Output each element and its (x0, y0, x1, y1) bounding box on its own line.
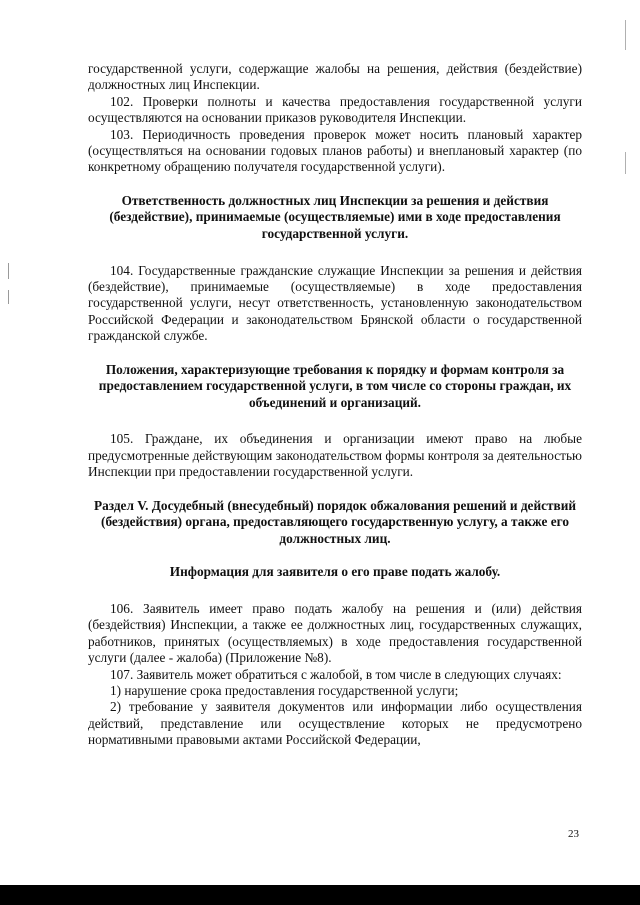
heading-complaint-info: Информация для заявителя о его праве подать жалобу. (169, 564, 501, 580)
heading-responsibility: Ответственность должностных лиц Инспекции за решения и действия (бездействие), принимаемые (осуществляемые) ими в ходе предоставления государственной услуги. (109, 192, 561, 242)
document-body (88, 61, 582, 749)
paragraph-103: 103. Периодичность проведения проверок может носить плановый характер (осуществляться на основании годовых планов работы) и внеплановый характер (по конкретному обращению получателя государственной услуги). (88, 126, 582, 175)
heading-section-5: Раздел V. Досудебный (внесудебный) порядок обжалования решений и действий (бездействия) органа, предоставляющего государственную услугу, а также его должностных лиц. (93, 497, 577, 546)
paragraph-105: 105. Граждане, их объединения и организации имеют право на любые предусмотренные действующим законодательством формы контроля за деятельностью Инспекции при предоставлении государственной услуги. (88, 431, 582, 480)
paragraph-104: 104. Государственные гражданские служащие Инспекции за решения и действия (бездействие), принимаемые (осуществляемые) в ходе предоставления государственной услуги, несут ответственность, установленную законодательством Российской Федерации и законодательством Брянской области о государственной гражданской службе. (88, 262, 582, 344)
paragraph-continuation: государственной услуги, содержащие жалобы на решения, действия (бездействие) должностных лиц Инспекции. (88, 61, 582, 93)
scan-artifact-left (8, 290, 9, 304)
paragraph-102: 102. Проверки полноты и качества предоставления государственной услуги осуществляются на основании приказов руководителя Инспекции. (88, 93, 582, 126)
scan-artifact-right (625, 152, 626, 174)
page-number: 23 (568, 828, 579, 840)
list-item-2: 2) требование у заявителя документов или информации либо осуществления действий, представление или осуществление которых не предусмотрено нормативными правовыми актами Российской Федерации, (88, 699, 582, 748)
paragraph-106: 106. Заявитель имеет право подать жалобу на решения и (или) действия (бездействия) Инспекции, а также ее должностных лиц, государственных служащих, работников, принятых (осуществляемых) в ходе предоставления государственной услуги (далее - жалоба) (Приложение №8). (88, 601, 582, 666)
heading-control: Положения, характеризующие требования к порядку и формам контроля за предоставлением государственной услуги, в том числе со стороны граждан, их объединений и организаций. (98, 361, 572, 410)
list-item-1: 1) нарушение срока предоставления государственной услуги; (110, 683, 459, 699)
scan-bottom-border (0, 885, 640, 905)
scan-artifact-right (625, 20, 626, 50)
paragraph-107: 107. Заявитель может обратиться с жалобой, в том числе в следующих случаях: (110, 666, 562, 682)
scan-artifact-left (8, 263, 9, 279)
